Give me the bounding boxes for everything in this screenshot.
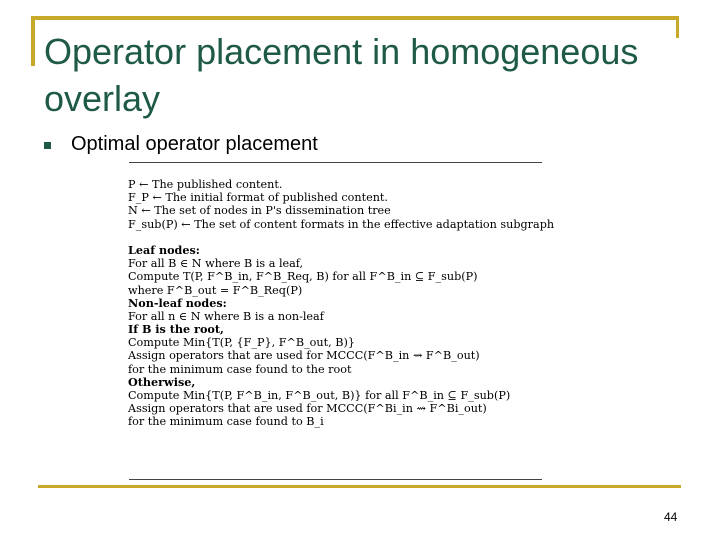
- algorithm-line: Assign operators that are used for MCCC(F^Bi_in ⇝ F^Bi_out): [128, 402, 487, 416]
- frame-top-rule: [32, 16, 678, 20]
- algorithm-block: [128, 178, 598, 429]
- algorithm-line: Non-leaf nodes:: [128, 295, 227, 310]
- algorithm-line: Assign operators that are used for MCCC(F^B_in ⇝ F^B_out): [128, 349, 480, 363]
- algorithm-line: For all B ∈ N where B is a leaf,: [128, 257, 304, 271]
- algorithm-line: Compute T(P, F^B_in, F^B_Req, B) for all F^B_in ⊆ F_sub(P): [128, 270, 478, 284]
- algorithm-line: Leaf nodes:: [128, 242, 200, 257]
- algorithm-top-rule: [129, 162, 542, 163]
- algorithm-line: Compute Min{T(P, {F_P}, F^B_out, B)}: [128, 336, 355, 350]
- bullet-square-icon: [44, 142, 51, 149]
- algorithm-line: F_P ← The initial format of published content.: [128, 191, 388, 205]
- algorithm-line: F_sub(P) ← The set of content formats in the effective adaptation subgraph: [128, 217, 555, 231]
- frame-left-rule: [31, 16, 35, 66]
- algorithm-line: [128, 231, 598, 244]
- algorithm-line: for the minimum case found to the root: [128, 362, 352, 376]
- algorithm-line: P ← The published content.: [128, 178, 283, 191]
- page-number: 44: [664, 510, 678, 524]
- algorithm-bottom-rule: [129, 479, 542, 480]
- algorithm-line: Compute Min{T(P, F^B_in, F^B_out, B)} for all F^B_in ⊆ F_sub(P): [128, 389, 511, 402]
- frame-bottom-rule: [38, 485, 681, 488]
- algorithm-line: If B is the root,: [128, 322, 224, 337]
- algorithm-line: N ← The set of nodes in P's dissemination tree: [128, 204, 391, 218]
- algorithm-line: for the minimum case found to B_i: [128, 415, 324, 429]
- slide-title: Operator placement in homogeneous overlay: [44, 31, 639, 119]
- algorithm-line: where F^B_out = F^B_Req(P): [128, 283, 303, 297]
- algorithm-line: For all n ∈ N where B is a non-leaf: [128, 309, 324, 323]
- algorithm-line: Otherwise,: [128, 374, 196, 389]
- bullet-text: Optimal operator placement: [71, 133, 318, 155]
